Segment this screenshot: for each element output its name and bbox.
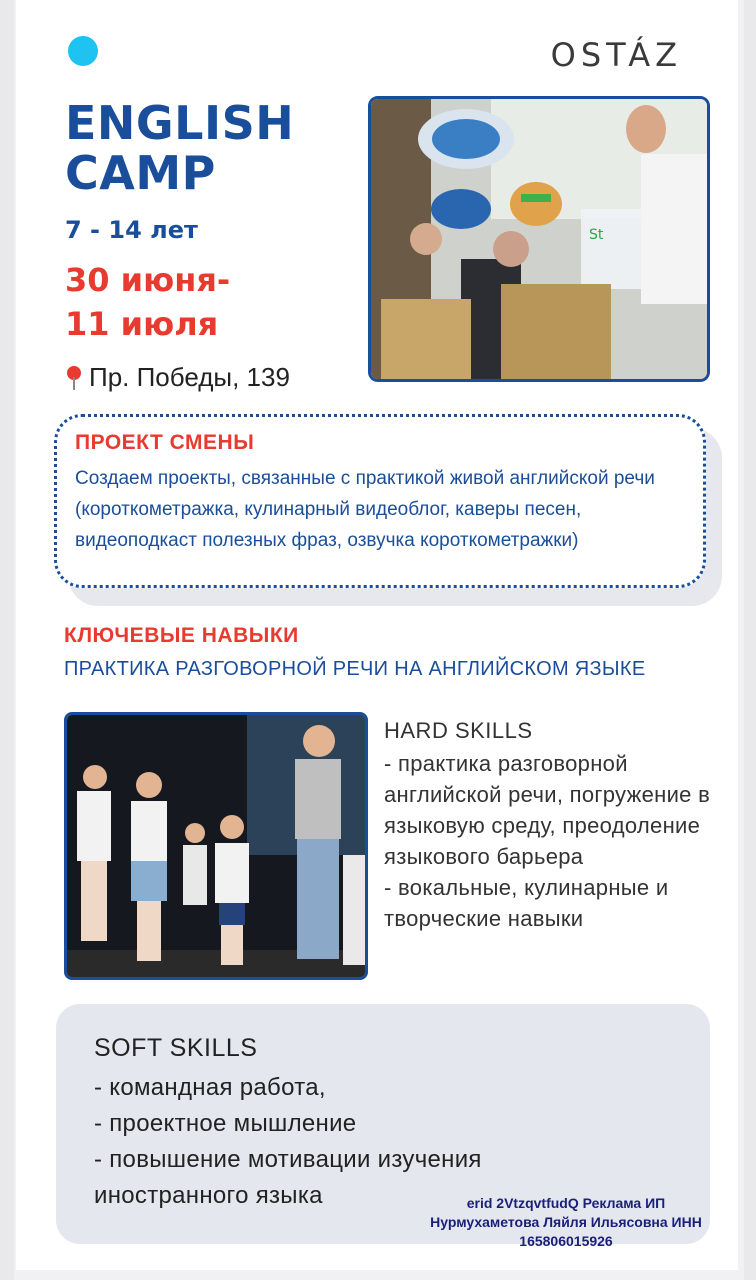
age-range: 7 - 14 лет bbox=[65, 216, 198, 244]
hard-skill-item: - вокальные, кулинарные и творческие навыки bbox=[384, 875, 669, 931]
left-edge-strip bbox=[0, 0, 14, 1280]
soft-skill-item: - повышение мотивации изучения иностранного языка bbox=[94, 1146, 482, 1209]
address-text: Пр. Победы, 139 bbox=[89, 362, 290, 392]
kids-art-photo bbox=[368, 96, 710, 382]
project-description: Создаем проекты, связанные с практикой живой английской речи (короткометражка, кулинарный видеоблог, каверы песен, видеоподкаст полезных фраз, озвучка короткометражки) bbox=[75, 468, 655, 551]
camp-title: ENGLISH CAMP bbox=[65, 96, 295, 200]
address-line bbox=[65, 362, 290, 393]
soft-skills-title: SOFT SKILLS bbox=[94, 1034, 258, 1062]
hard-skills-list bbox=[384, 748, 714, 934]
key-skills-subtitle: ПРАКТИКА РАЗГОВОРНОЙ РЕЧИ НА АНГЛИЙСКОМ ЯЗЫКЕ bbox=[64, 658, 646, 680]
kids-stage-photo bbox=[64, 712, 368, 980]
hard-skill-item: - практика разговорной английской речи, погружение в языковую среду, преодоление языкового барьера bbox=[384, 751, 711, 869]
soft-skill-item: - проектное мышление bbox=[94, 1110, 357, 1137]
project-title: ПРОЕКТ СМЕНЫ bbox=[75, 431, 255, 454]
ad-disclaimer: erid 2VtzqvtfudQ Реклама ИП Нурмухаметова Ляйля Ильясовна ИНН 165806015926 bbox=[430, 1195, 702, 1249]
location-pin-icon bbox=[65, 365, 83, 391]
project-box bbox=[54, 414, 706, 588]
camp-dates: 30 июня- 11 июля bbox=[65, 261, 231, 343]
svg-text:St: St bbox=[589, 227, 604, 243]
soft-skill-item: - командная работа, bbox=[94, 1074, 326, 1101]
flyer-card bbox=[16, 0, 738, 1270]
hard-skills-title: HARD SKILLS bbox=[384, 718, 533, 743]
cyan-dot-decoration bbox=[68, 36, 98, 66]
ostaz-logo: OSTÁZ bbox=[550, 36, 682, 74]
right-edge-strip bbox=[744, 0, 756, 1280]
soft-skills-list bbox=[94, 1070, 594, 1214]
key-skills-title: КЛЮЧЕВЫЕ НАВЫКИ bbox=[64, 624, 299, 647]
